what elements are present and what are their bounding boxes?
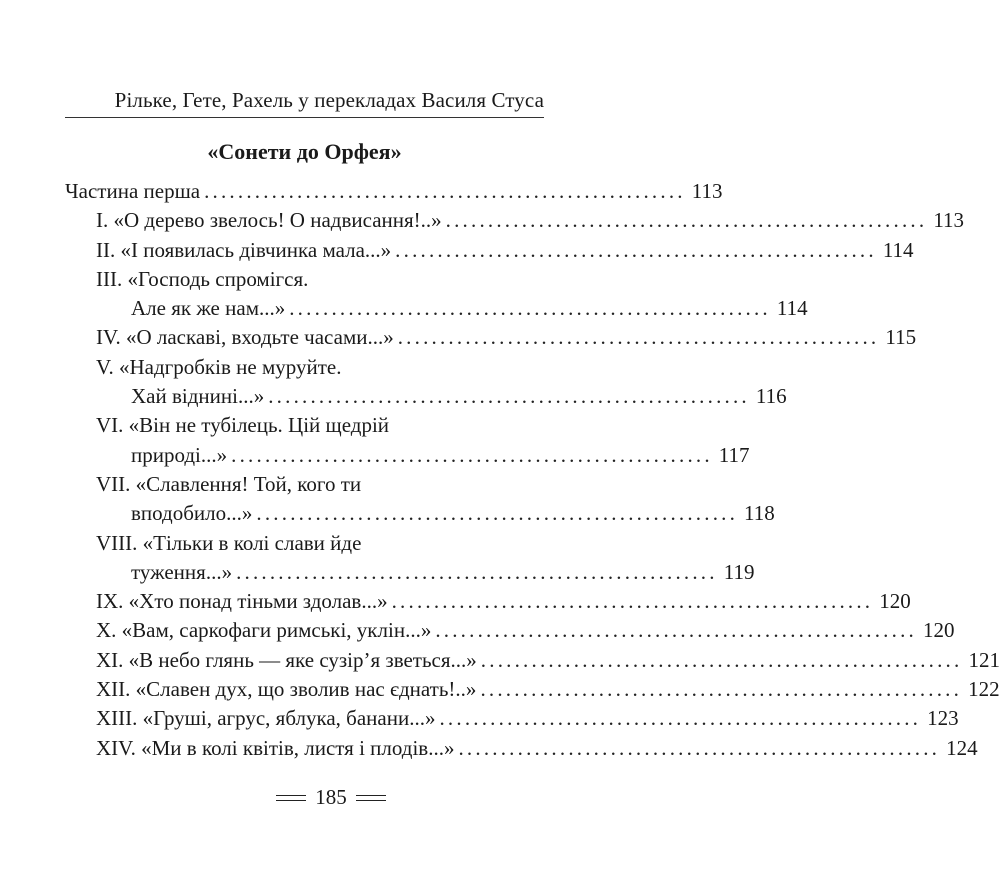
toc-entry-title: V. «Надгробків не муруйте. bbox=[96, 354, 342, 379]
toc-entry-title: I. «О дерево звелось! О надвисання!..» bbox=[96, 208, 442, 233]
toc-entry-continuation bbox=[65, 558, 755, 587]
page-number: 185 bbox=[315, 785, 347, 809]
toc-entry-continuation bbox=[65, 441, 750, 470]
toc-entry-title: вподобило...» bbox=[131, 501, 253, 526]
toc-leader-dots: ......................................................... bbox=[395, 237, 877, 262]
toc-entry-line bbox=[65, 470, 543, 499]
toc-entry-line bbox=[65, 265, 543, 294]
toc-leader-dots: ......................................................... bbox=[445, 208, 928, 233]
toc-leader-dots: ......................................................... bbox=[236, 559, 718, 584]
toc-leader-dots: ......................................................... bbox=[289, 296, 771, 321]
toc-entry-line bbox=[65, 704, 959, 733]
toc-page-number: 116 bbox=[755, 384, 787, 409]
toc-leader-dots: ......................................................... bbox=[435, 618, 917, 643]
left-ornament bbox=[276, 794, 306, 802]
toc-entry bbox=[65, 177, 723, 206]
toc-entry-title: VI. «Він не тубілець. Цій щедрій bbox=[96, 413, 390, 438]
toc-leader-dots: ......................................................... bbox=[256, 501, 739, 526]
toc-entry bbox=[65, 587, 911, 616]
toc-entry-title: XIII. «Груші, агрус, яблука, банани...» bbox=[96, 706, 436, 731]
toc-entry-line bbox=[65, 646, 1000, 675]
toc-entry-line bbox=[65, 411, 543, 440]
toc-entry-line bbox=[65, 675, 1000, 704]
toc-leader-dots: ......................................................... bbox=[391, 589, 874, 614]
toc-page-number: 118 bbox=[744, 501, 775, 526]
toc-entry-title: природі...» bbox=[131, 442, 228, 467]
toc-page-number: 120 bbox=[879, 589, 911, 614]
toc-entry-title: X. «Вам, саркофаги римські, уклін...» bbox=[96, 618, 432, 643]
toc-entry bbox=[65, 265, 808, 324]
toc-entry-line bbox=[65, 206, 965, 235]
toc-entry-title: XIV. «Ми в колі квітів, листя і плодів...» bbox=[96, 735, 455, 760]
toc-entry-line bbox=[65, 734, 978, 763]
toc-entry-title: XII. «Славен дух, що зволив нас єднать!..» bbox=[96, 677, 477, 702]
toc-leader-dots: ......................................................... bbox=[231, 442, 713, 467]
toc-entry bbox=[65, 236, 914, 265]
toc-entry bbox=[65, 411, 750, 470]
toc-page-number: 123 bbox=[927, 706, 959, 731]
toc-page-number: 114 bbox=[776, 296, 808, 321]
toc-page-number: 114 bbox=[882, 237, 914, 262]
toc-entry bbox=[65, 616, 955, 645]
toc-entry-title: III. «Господь спромігся. bbox=[96, 266, 309, 291]
toc-page-number: 119 bbox=[723, 559, 755, 584]
header-rule bbox=[65, 117, 544, 118]
toc-page-number: 113 bbox=[691, 179, 723, 203]
toc-page-number: 117 bbox=[718, 442, 750, 467]
toc-page-number: 115 bbox=[885, 325, 917, 350]
toc-leader-dots: ......................................................... bbox=[458, 735, 941, 760]
running-head: Рільке, Гете, Рахель у перекладах Василя Стуса bbox=[114, 88, 544, 112]
toc-leader-dots: ......................................................... bbox=[204, 179, 686, 203]
table-of-contents bbox=[65, 177, 1000, 763]
toc-entry bbox=[65, 704, 959, 733]
toc-entry-line bbox=[65, 236, 914, 265]
toc-entry-title: Хай віднині...» bbox=[131, 384, 265, 409]
toc-entry-title: Але як же нам...» bbox=[131, 296, 286, 321]
toc-entry-title: IX. «Хто понад тіньми здолав...» bbox=[96, 589, 388, 614]
toc-entry-title: VII. «Славлення! Той, кого ти bbox=[96, 471, 362, 496]
toc-leader-dots: ......................................................... bbox=[397, 325, 880, 350]
toc-entry-continuation bbox=[65, 499, 775, 528]
toc-entry-line bbox=[65, 353, 543, 382]
toc-entry bbox=[65, 734, 978, 763]
toc-entry bbox=[65, 206, 965, 235]
toc-entry-title: туження...» bbox=[131, 559, 233, 584]
toc-entry-title: XI. «В небо глянь — яке сузір’я зветься...» bbox=[96, 647, 477, 672]
toc-leader-dots: ......................................................... bbox=[480, 677, 963, 702]
toc-entry-title: VIII. «Тільки в колі слави йде bbox=[96, 530, 362, 555]
toc-entry-line bbox=[65, 616, 955, 645]
toc-entry-title: II. «І появилась дівчинка мала...» bbox=[96, 237, 392, 262]
right-ornament bbox=[356, 794, 386, 802]
toc-entry bbox=[65, 353, 787, 412]
toc-entry bbox=[65, 646, 1000, 675]
toc-entry bbox=[65, 470, 775, 529]
toc-leader-dots: ......................................................... bbox=[439, 706, 922, 731]
toc-leader-dots: ......................................................... bbox=[480, 647, 963, 672]
toc-entry-title: IV. «О ласкаві, входьте часами...» bbox=[96, 325, 394, 350]
toc-entry-line bbox=[65, 177, 723, 206]
toc-entry-line bbox=[65, 323, 917, 352]
toc-entry bbox=[65, 529, 755, 588]
toc-entry-continuation bbox=[65, 382, 787, 411]
toc-page-number: 124 bbox=[946, 735, 978, 760]
toc-page-number: 122 bbox=[968, 677, 1000, 702]
toc-leader-dots: ......................................................... bbox=[268, 384, 750, 409]
toc-page-number: 120 bbox=[922, 618, 955, 643]
toc-entry-line bbox=[65, 529, 543, 558]
section-title: «Сонети до Орфея» bbox=[207, 139, 402, 164]
toc-entry bbox=[65, 675, 1000, 704]
toc-entry bbox=[65, 323, 917, 352]
toc-page-number: 121 bbox=[968, 647, 1000, 672]
page-footer bbox=[0, 785, 662, 810]
toc-entry-title: Частина перша bbox=[65, 179, 201, 203]
toc-entry-continuation bbox=[65, 294, 808, 323]
toc-entry-line bbox=[65, 587, 911, 616]
toc-page-number: 113 bbox=[933, 208, 965, 233]
